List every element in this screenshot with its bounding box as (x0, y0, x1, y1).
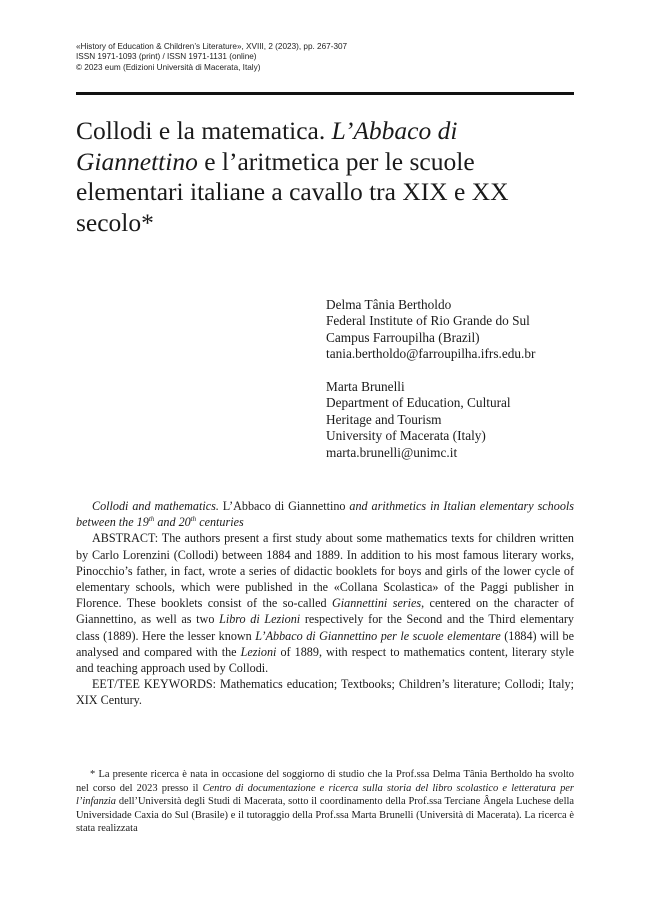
footnote-f1: * La presente ricerca è nata in occasione del soggiorno di studio che la Prof.ssa Delma Tânia Bertholdo ha svolto nel corso del 2023 presso il (76, 769, 574, 794)
author-email: tania.bertholdo@farroupilha.ifrs.edu.br (326, 346, 536, 362)
abstract-section (76, 498, 574, 709)
abstract-t9: of 1889, with respect to mathematics content, literary style and teaching approach used by Collodi. (76, 644, 574, 676)
author-affiliation: Campus Farroupilha (Brazil) (326, 329, 480, 345)
english-title (76, 498, 574, 530)
header-rule (76, 92, 574, 95)
author-affiliation: Heritage and Tourism (326, 411, 442, 427)
footnote-f3: dell’Università degli Studi di Macerata, sotto il coordinamento della Prof.ssa Terciane Ângela Luchese della Universidade Caxia do Sul (Brasile) e il tutoraggio della Prof.ssa Marta Brunelli (Università di Macerata). La ricerca è stata realizzata (76, 796, 574, 835)
author-name: Marta Brunelli (326, 379, 405, 394)
en-title-b: L’Abbaco di Giannettino (218, 499, 350, 513)
abstract-t4: Libro di Lezioni (219, 612, 301, 627)
abstract-t6: L’Abbaco di Giannettino per le scuole elementare (255, 628, 501, 643)
article-title (76, 116, 574, 238)
journal-citation: «History of Education & Children’s Literature», XVIII, 2 (2023), pp. 267-307 (76, 42, 348, 51)
en-title-a: Collodi and mathematics. (92, 499, 219, 513)
author-affiliation: Department of Education, Cultural (326, 395, 511, 411)
abstract-t2: Giannettini series (332, 596, 422, 611)
abstract-t7: (1884) will be analysed and compared with the (76, 628, 574, 659)
author-1 (326, 297, 586, 363)
author-2 (326, 379, 586, 461)
en-title-sup-2: th (190, 515, 197, 524)
author-email: marta.brunelli@unimc.it (326, 444, 458, 460)
title-part-1: Collodi e la matematica. (76, 116, 332, 145)
issn: ISSN 1971-1093 (print) / ISSN 1971-1131 (online) (76, 52, 257, 62)
title-part-3: e l’aritmetica per le scuole elementari italiane a cavallo tra XIX e XX secolo* (76, 146, 509, 237)
footnote-text (76, 768, 574, 836)
keywords: EET/TEE KEYWORDS: Mathematics education; Textbooks; Children’s literature; Collodi; Italy; XIX Century. (76, 677, 574, 708)
journal-header (76, 42, 574, 73)
en-title-d: and 20 (154, 515, 191, 530)
author-name: Delma Tânia Bertholdo (326, 297, 452, 312)
footnote (76, 768, 574, 836)
en-title-e: centuries (196, 515, 244, 530)
copyright: © 2023 eum (Edizioni Università di Macerata, Italy) (76, 62, 261, 72)
en-title-sup-1: th (148, 515, 155, 524)
title-part-2: L’Abbaco di Giannettino (76, 116, 458, 176)
author-affiliation: University of Macerata (Italy) (326, 428, 486, 444)
abstract-t5: respectively for the Second and the Third elementary class (1889). Here the lesser known (76, 612, 574, 643)
abstract-text (76, 530, 574, 676)
abstract-t1: ABSTRACT: The authors present a first study about some mathematics texts for children written by Carlo Lorenzini (Collodi) between 1884 and 1889. In addition to his most famous literary works, Pinocchio’s father, in fact, wrote a series of didactic booklets for boys and girls of the lower cycle of elementary schools, which were published in the «Collana Scolastica» of the Paggi publisher in Florence. These booklets consist of the so-called (76, 531, 574, 611)
abstract-t8: Lezioni (240, 644, 277, 659)
footnote-f2: Centro di documentazione e ricerca sulla storia del libro scolastico e letteratura per l’infanzia (76, 782, 574, 808)
en-title-c: and arithmetics in Italian elementary schools between the 19 (76, 499, 574, 530)
abstract-t3: , centered on the character of Giannettino, as well as two (76, 596, 574, 627)
author-affiliation: Federal Institute of Rio Grande do Sul (326, 313, 530, 329)
